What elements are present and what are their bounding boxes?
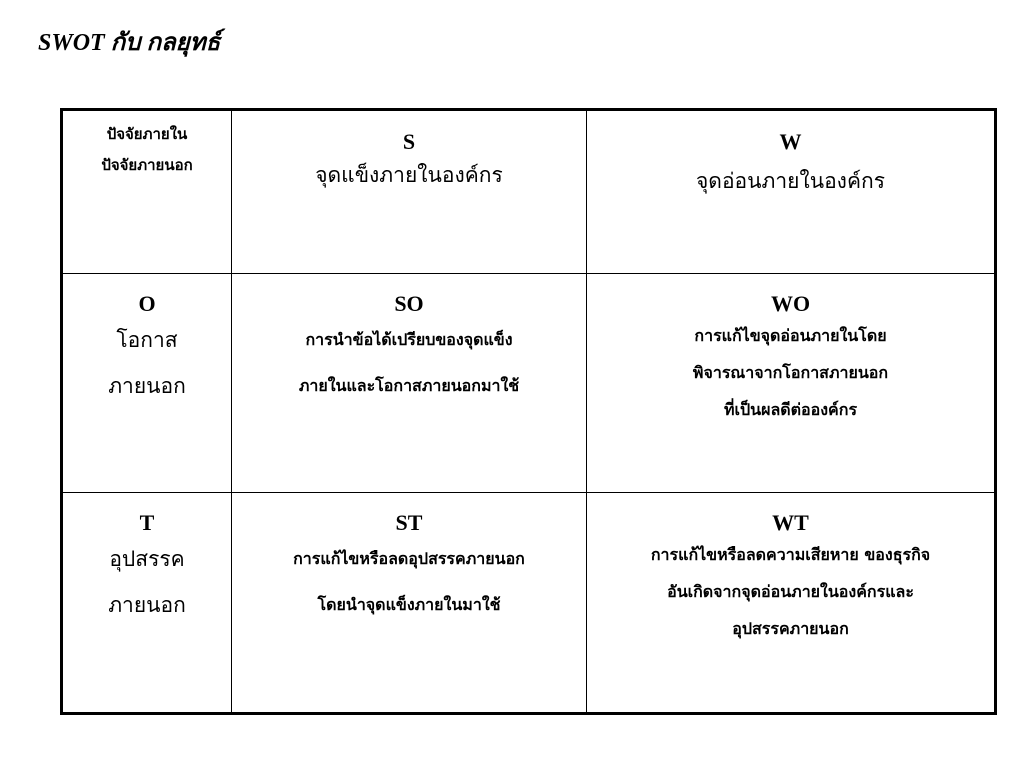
strengths-header-cell [232, 111, 587, 274]
st-code: ST [395, 510, 423, 535]
weaknesses-description: จุดอ่อนภายในองค์กร [696, 169, 885, 193]
wt-code: WT [772, 510, 809, 535]
wo-text-line: พิจารณาจากโอกาสภายนอก [692, 363, 889, 382]
external-factors-label: ปัจจัยภายนอก [101, 156, 193, 174]
st-text-line: การแก้ไขหรือลดอุปสรรคภายนอก [293, 549, 525, 568]
strengths-description: จุดแข็งภายในองค์กร [315, 163, 503, 187]
slide-title: SWOT กับ กลยุทธ์ [38, 30, 221, 56]
internal-factors-label: ปัจจัยภายใน [106, 125, 188, 143]
wo-strategy-cell [587, 274, 994, 493]
wt-text-line: อันเกิดจากจุดอ่อนภายในองค์กรและ [667, 582, 914, 601]
wo-text-line: ที่เป็นผลดีต่อองค์กร [723, 400, 858, 419]
swot-strategy-table [60, 108, 997, 715]
threats-header-cell [63, 493, 232, 712]
st-text-line: โดยนำจุดแข็งภายในมาใช้ [317, 595, 501, 614]
so-code: SO [394, 291, 424, 316]
wt-text-line: อุปสรรคภายนอก [732, 619, 849, 638]
opportunities-label-line2: ภายนอก [108, 374, 186, 398]
weaknesses-header-cell [587, 111, 994, 274]
opportunities-letter: O [138, 291, 156, 316]
weaknesses-letter: W [779, 129, 802, 154]
threats-letter: T [139, 510, 155, 535]
so-text-line: การนำข้อได้เปรียบของจุดแข็ง [305, 330, 513, 349]
opportunities-label-line1: โอกาส [116, 328, 178, 352]
threats-label-line1: อุปสรรค [109, 547, 185, 571]
so-strategy-cell [232, 274, 587, 493]
strengths-letter: S [402, 129, 416, 154]
threats-label-line2: ภายนอก [108, 593, 186, 617]
wt-text-line: การแก้ไขหรือลดความเสียหาย ของธุรกิจ [650, 545, 931, 564]
wt-strategy-cell [587, 493, 994, 712]
opportunities-header-cell [63, 274, 232, 493]
st-strategy-cell [232, 493, 587, 712]
wo-code: WO [770, 291, 811, 316]
so-text-line: ภายในและโอกาสภายนอกมาใช้ [298, 376, 520, 395]
corner-header-cell [63, 111, 232, 274]
wo-text-line: การแก้ไขจุดอ่อนภายในโดย [694, 326, 887, 345]
